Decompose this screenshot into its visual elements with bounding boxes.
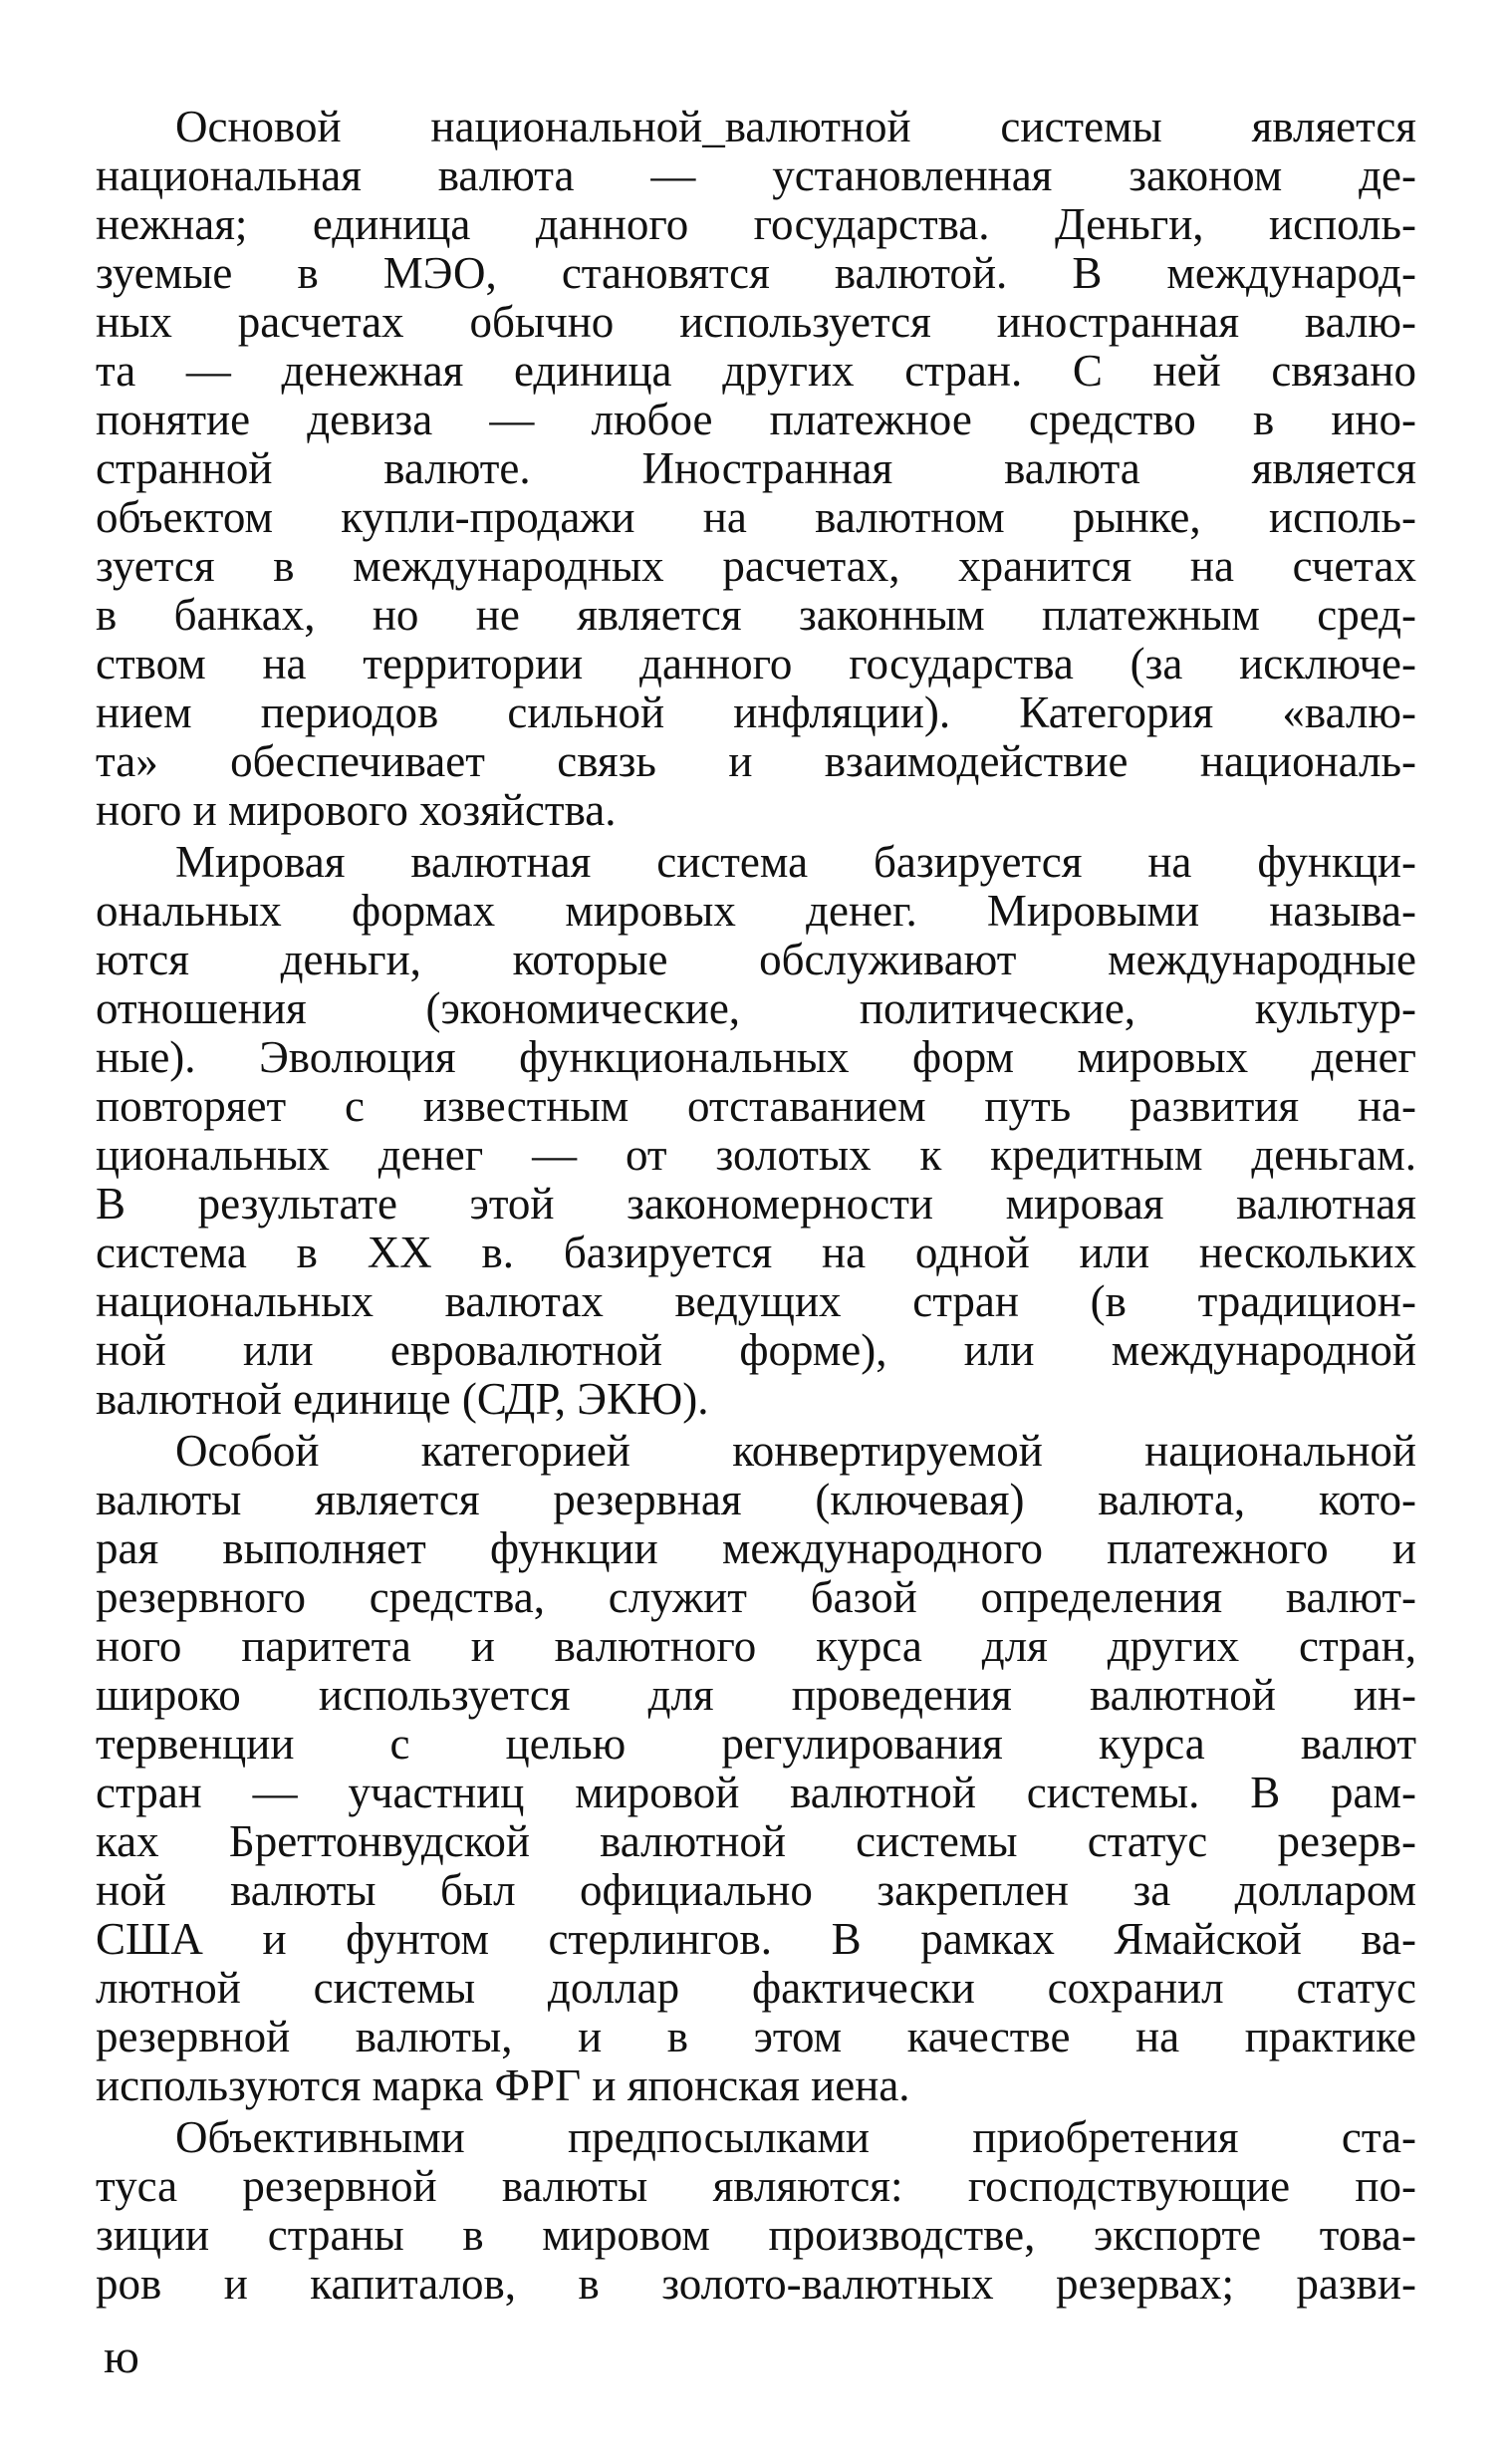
text-line: ного и мирового хозяйства. bbox=[96, 785, 617, 835]
text-line: зуется в международных расчетах, хранится на счетах bbox=[96, 541, 1416, 591]
text-line: нием периодов сильной инфляции). Категория «валю- bbox=[96, 687, 1416, 737]
text-line: валютной единице (СДР, ЭКЮ). bbox=[96, 1374, 709, 1424]
text-line: туса резервной валюты являются: господствующие по- bbox=[96, 2161, 1416, 2211]
text-line: странной валюте. Иностранная валюта является bbox=[96, 443, 1416, 493]
page-number: ю bbox=[104, 2330, 139, 2383]
text-line: ством на территории данного государства (за исключе- bbox=[96, 639, 1416, 688]
text-line: стран — участниц мировой валютной системы. В рам- bbox=[96, 1768, 1416, 1817]
text-line: лютной системы доллар фактически сохранил статус bbox=[96, 1963, 1416, 2013]
text-line: Основой национальной_валютной системы является bbox=[175, 102, 1416, 151]
text-line: система в XX в. базируется на одной или нескольких bbox=[96, 1228, 1416, 1277]
text-line: понятие девиза — любое платежное средство в ино- bbox=[96, 395, 1416, 444]
text-line: ональных формах мировых денег. Мировыми называ- bbox=[96, 886, 1416, 936]
text-line: зуемые в МЭО, становятся валютой. В международ- bbox=[96, 248, 1416, 298]
text-line: ные). Эволюция функциональных форм мировых денег bbox=[96, 1032, 1416, 1082]
text-line: ных расчетах обычно используется иностранная валю- bbox=[96, 297, 1416, 347]
text-line: США и фунтом стерлингов. В рамках Ямайской ва- bbox=[96, 1914, 1416, 1964]
text-line: Объективными предпосылками приобретения ста- bbox=[175, 2112, 1416, 2162]
text-line: используются марка ФРГ и японская иена. bbox=[96, 2060, 910, 2110]
text-line: объектом купли-продажи на валютном рынке, исполь- bbox=[96, 492, 1416, 542]
paragraph-4 bbox=[96, 2113, 1416, 2309]
text-line: валюты является резервная (ключевая) валюта, кото- bbox=[96, 1475, 1416, 1524]
text-line: ках Бреттонвудской валютной системы статус резерв- bbox=[96, 1816, 1416, 1866]
text-line: рая выполняет функции международного платежного и bbox=[96, 1523, 1416, 1573]
text-line: та» обеспечивает связь и взаимодействие националь- bbox=[96, 736, 1416, 786]
text-line: резервного средства, служит базой определения валют- bbox=[96, 1572, 1416, 1622]
text-line: В результате этой закономерности мировая валютная bbox=[96, 1179, 1416, 1229]
text-line: резервной валюты, и в этом качестве на практике bbox=[96, 2012, 1416, 2061]
text-line: зиции страны в мировом производстве, экспорте това- bbox=[96, 2210, 1416, 2260]
paragraph-2 bbox=[96, 838, 1416, 1424]
text-line: широко используется для проведения валютной ин- bbox=[96, 1670, 1416, 1720]
text-line: ного паритета и валютного курса для других стран, bbox=[96, 1621, 1416, 1671]
text-line: ной или евровалютной форме), или международной bbox=[96, 1325, 1416, 1375]
paragraph-1 bbox=[96, 103, 1416, 835]
text-line: та — денежная единица других стран. С ней связано bbox=[96, 346, 1416, 396]
text-line: циональных денег — от золотых к кредитным деньгам. bbox=[96, 1130, 1416, 1180]
text-line: ются деньги, которые обслуживают международные bbox=[96, 935, 1416, 984]
text-line: нежная; единица данного государства. Деньги, исполь- bbox=[96, 199, 1416, 249]
text-line: в банках, но не является законным платежным сред- bbox=[96, 590, 1416, 640]
text-line: ров и капиталов, в золото-валютных резервах; разви- bbox=[96, 2259, 1416, 2309]
text-line: Мировая валютная система базируется на функци- bbox=[175, 837, 1416, 887]
text-line: отношения (экономические, политические, культур- bbox=[96, 983, 1416, 1033]
text-line: национальная валюта — установленная законом де- bbox=[96, 150, 1416, 200]
text-line: тервенции с целью регулирования курса валют bbox=[96, 1719, 1416, 1769]
text-line: повторяет с известным отставанием путь развития на- bbox=[96, 1081, 1416, 1131]
paragraph-3 bbox=[96, 1427, 1416, 2110]
text-line: Особой категорией конвертируемой национальной bbox=[175, 1426, 1416, 1476]
text-line: национальных валютах ведущих стран (в традицион- bbox=[96, 1276, 1416, 1326]
text-line: ной валюты был официально закреплен за долларом bbox=[96, 1865, 1416, 1915]
